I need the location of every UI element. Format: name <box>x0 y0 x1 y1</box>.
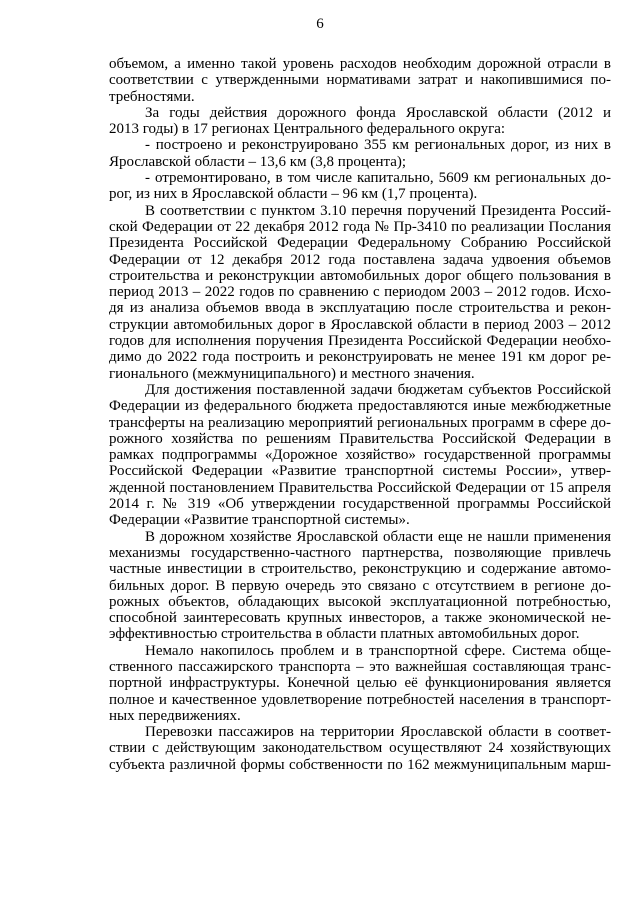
text-line: рожных объектов, обладающих высокой эксплуатационной потребностью, <box>109 593 611 610</box>
text-line: требностями. <box>109 88 195 105</box>
text-line: способной заинтересовать крупных инвесторов, а также экономической не- <box>109 610 611 627</box>
text-line: объемом, а именно такой уровень расходов необходим дорожной отрасли в <box>109 56 611 72</box>
text-line: димо до 2022 года построить и реконструировать не менее 191 км дорог ре- <box>109 349 611 366</box>
text-line: частные инвестиции в строительство, реконструкцию и содержание автомо- <box>109 561 611 578</box>
text-line: В дорожном хозяйстве Ярославской области еще не нашли применения <box>145 528 611 545</box>
text-line: дя из анализа объемов ввода в эксплуатацию после строительства и рекон- <box>109 300 611 317</box>
text-line: ственного пассажирского транспорта – это важнейшая составляющая транс- <box>109 658 611 675</box>
text-line: Перевозки пассажиров на территории Ярославской области в соответ- <box>145 724 611 741</box>
text-line: период 2013 – 2022 годов по сравнению с периодом 2003 – 2012 годов. Исхо- <box>109 284 611 301</box>
text-line: 2014 г. № 319 «Об утверждении государственной программы Российской <box>109 496 611 513</box>
text-line: За годы действия дорожного фонда Ярославской области (2012 и <box>145 104 611 121</box>
text-line: рамках подпрограммы «Дорожное хозяйство» государственной программы <box>109 447 611 464</box>
text-line: ствии с действующим законодательством осуществляют 24 хозяйствующих <box>109 740 611 757</box>
text-line: трансферты на реализацию мероприятий региональных программ в сфере до- <box>109 414 611 431</box>
text-line: Федерации из федерального бюджета предоставляются иные межбюджетные <box>109 398 611 415</box>
text-line: - построено и реконструировано 355 км региональных дорог, из них в <box>145 137 611 154</box>
text-line: Ярославской области – 13,6 км (3,8 процента); <box>109 153 407 170</box>
text-line: механизмы государственно-частного партнерства, позволяющие привлечь <box>109 544 611 561</box>
page-number: 6 <box>316 16 324 32</box>
text-line: Российской Федерации «Развитие транспортной системы России», утвер- <box>109 463 611 480</box>
text-line: гионального (межмуниципального) и местного значения. <box>109 365 475 382</box>
text-line: Президента Российской Федерации Федеральному Собранию Российской <box>109 235 611 252</box>
text-line: В соответствии с пунктом 3.10 перечня поручений Президента Россий- <box>145 202 611 219</box>
text-line: бильных дорог. В первую очередь это связано с отсутствием в регионе до- <box>109 577 611 594</box>
text-line: годов для исполнения поручения Президента Российской Федерации необхо- <box>109 333 611 350</box>
document-body <box>109 56 611 773</box>
text-line: рожного хозяйства по решениям Правительства Российской Федерации в <box>109 430 611 447</box>
text-line: жденной постановлением Правительства Российской Федерации от 15 апреля <box>109 479 611 496</box>
text-line: портной инфраструктуры. Конечной целью её функционирования является <box>109 675 611 692</box>
text-line: струкции автомобильных дорог в Ярославской области в период 2003 – 2012 <box>109 316 611 333</box>
text-line: Федерации от 12 декабря 2012 года поставлена задача удвоения объемов <box>109 251 611 268</box>
text-line: Федерации «Развитие транспортной системы». <box>109 512 410 529</box>
text-line: эффективностью строительства в области платных автомобильных дорог. <box>109 626 580 643</box>
text-line: строительства и реконструкции автомобильных дорог общего пользования в <box>109 267 611 284</box>
text-line: ных передвижениях. <box>109 707 241 724</box>
text-line: - отремонтировано, в том числе капитально, 5609 км региональных до- <box>145 170 611 187</box>
text-line: Для достижения поставленной задачи бюджетам субъектов Российской <box>145 381 611 398</box>
text-line: ской Федерации от 22 декабря 2012 года № Пр-3410 по реализации Послания <box>109 218 611 235</box>
text-line: соответствии с утвержденными нормативами затрат и накопившимися по- <box>109 72 611 89</box>
text-line: рог, из них в Ярославской области – 96 км (1,7 процента). <box>109 186 478 203</box>
text-line: 2013 годы) в 17 регионах Центрального федерального округа: <box>109 121 506 138</box>
text-line: полное и качественное удовлетворение потребностей населения в транспорт- <box>109 691 611 708</box>
text-line: субъекта различной формы собственности по 162 межмуниципальным марш- <box>109 756 611 773</box>
text-line: Немало накопилось проблем и в транспортной сфере. Система обще- <box>145 642 611 659</box>
